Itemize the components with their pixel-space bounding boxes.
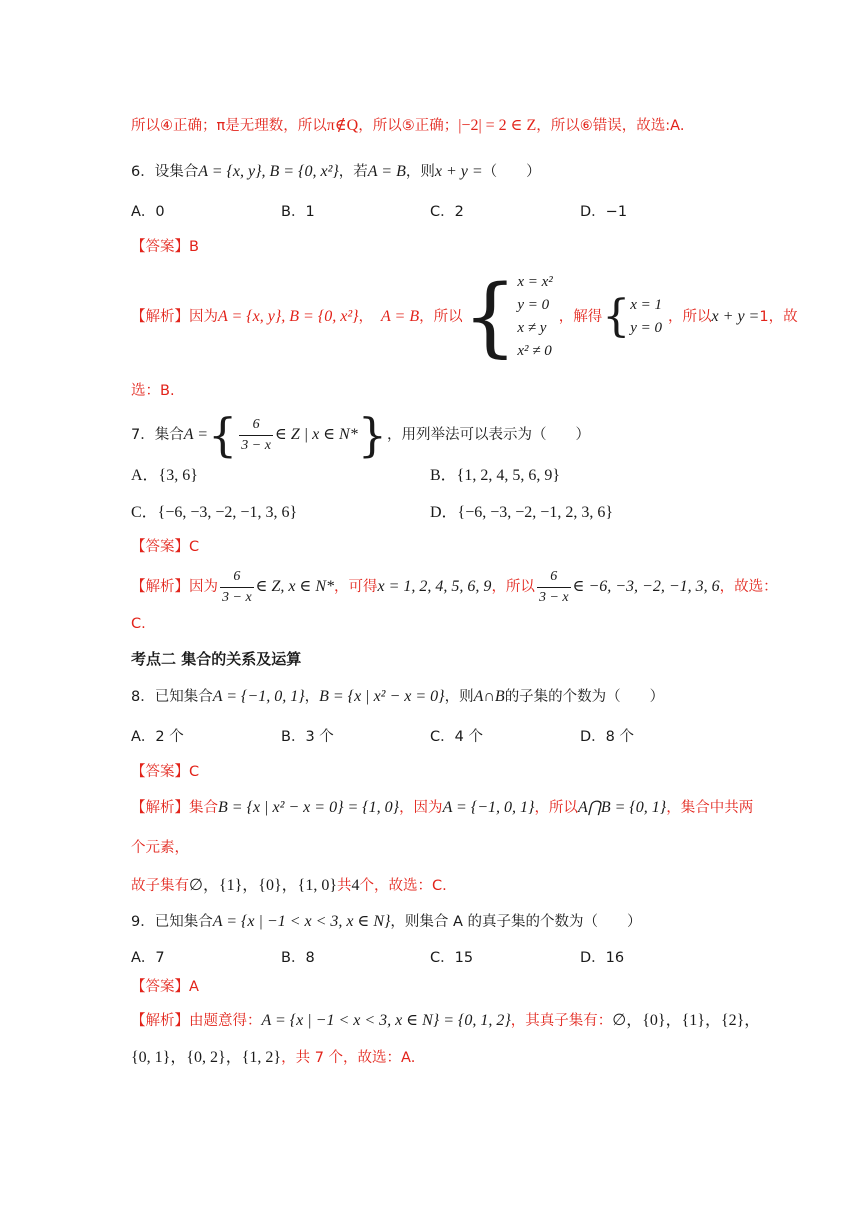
math: A = {−1, 0, 1} (212, 688, 305, 705)
math: ∅，{0}，{1}，{2}， (612, 1012, 761, 1029)
q8-stem (131, 687, 664, 707)
math: B = {x | x² − x = 0} = {1, 0} (218, 799, 400, 816)
text: ，共 7 个，故选：A. (281, 1050, 416, 1066)
equation: x ≠ y (517, 320, 547, 336)
math: B = {x | x² − x = 0} (319, 688, 445, 705)
text: 【解析】集合 (131, 800, 218, 816)
text: ，所以⑥错误，故选:A. (536, 118, 685, 134)
text: 所以④正确； (131, 118, 217, 134)
denominator: 3 − x (537, 587, 571, 608)
text: ，可得 (334, 579, 378, 595)
q6-option-d: D．−1 (580, 204, 628, 220)
text: ，所以 (668, 309, 712, 325)
text: ，解得 (558, 309, 603, 325)
math: ∅，{1}，{0}，{1, 0} (189, 877, 338, 894)
math: A = B (381, 308, 420, 325)
text: 6．设集合 (131, 164, 199, 180)
numerator: 6 (233, 568, 241, 584)
math: x = 1, 2, 4, 5, 6, 9 (377, 578, 492, 595)
q9-stem (131, 912, 642, 932)
text: 【解析】由题意得： (131, 1013, 262, 1029)
math: A = {x | −1 < x < 3, x ∈ N} (212, 913, 391, 930)
text: 共 (337, 878, 352, 894)
q8-option-d: D．8 个 (580, 729, 634, 745)
q7-explanation-cont: C. (131, 616, 146, 632)
equation: y = 0 (630, 320, 663, 336)
numerator: 6 (550, 568, 558, 584)
math: 4 (351, 877, 360, 894)
math: A = {x | −1 < x < 3, x ∈ N} = {0, 1, 2} (261, 1012, 511, 1029)
prev-solution-line (131, 116, 684, 136)
math: x + y = (711, 308, 760, 325)
text: ，因为 (399, 800, 443, 816)
denominator: 3 − x (239, 435, 273, 456)
denominator: 3 − x (220, 587, 254, 608)
q8-explanation-cont: 个元素， (131, 840, 189, 856)
text: 9．已知集合 (131, 914, 213, 930)
q6-explanation-cont: 选：B. (131, 383, 175, 399)
brace: { (462, 267, 518, 367)
math: A = (183, 426, 209, 443)
math: A⋂B = {0, 1} (577, 799, 667, 816)
text: ，所以 (419, 309, 463, 325)
math: A∩B (473, 688, 505, 705)
text: 【解析】因为 (131, 579, 218, 595)
equation: x = 1 (630, 297, 663, 313)
fraction (537, 567, 571, 608)
text: ，用列举法可以表示为（ ） (387, 427, 591, 443)
q7-option-b: B．{1, 2, 4, 5, 6, 9} (430, 467, 561, 484)
brace: } (357, 408, 388, 462)
math: A = {−1, 0, 1} (442, 799, 535, 816)
math: A = {x, y}, B = {0, x²} (218, 308, 359, 325)
text: 【解析】因为 (131, 309, 218, 325)
text: 7．集合 (131, 427, 184, 443)
q6-answer: 【答案】B (131, 239, 199, 255)
text: ，则 (444, 689, 474, 705)
q9-option-c: C．15 (430, 950, 474, 966)
q6-explanation (131, 267, 798, 367)
q8-option-b: B．3 个 (281, 729, 334, 745)
text: ，则 (405, 164, 435, 180)
text: ，则集合 A 的真子集的个数为（ ） (390, 914, 642, 930)
q7-answer: 【答案】C (131, 539, 200, 555)
text: 1，故 (759, 309, 798, 325)
brace: { (602, 291, 631, 342)
q8-option-c: C．4 个 (430, 729, 483, 745)
q8-option-a: A．2 个 (131, 729, 184, 745)
text: ，其真子集有： (510, 1013, 613, 1029)
text: ，所以⑤正确； (358, 118, 459, 134)
text: ，故选： (719, 579, 778, 595)
equation: y = 0 (517, 297, 550, 313)
math: A = {x, y}, B = {0, x²} (198, 163, 339, 180)
fraction (220, 567, 254, 608)
math: ∈ Z, x ∈ N* (255, 578, 335, 595)
text: ， (358, 309, 374, 325)
q6-option-c: C．2 (430, 204, 464, 220)
math: ∈ Z | x ∈ N* (274, 426, 358, 443)
q8-answer: 【答案】C (131, 764, 200, 780)
math: π∉Q (326, 117, 359, 134)
text: 故子集有 (131, 878, 189, 894)
math: ∈ −6, −3, −2, −1, 3, 6 (572, 578, 720, 595)
text: ，所以 (534, 800, 578, 816)
text: ，若 (338, 164, 368, 180)
numerator: 6 (252, 416, 260, 432)
q9-answer: 【答案】A (131, 979, 199, 995)
equation: x = x² (517, 274, 553, 290)
q7-stem (131, 408, 591, 462)
text: ，集合中共两 (666, 800, 754, 816)
section-heading: 考点二 集合的关系及运算 (131, 650, 302, 668)
q7-option-c: C．{−6, −3, −2, −1, 3, 6} (131, 504, 298, 521)
text: ，所以 (491, 579, 535, 595)
equation: x² ≠ 0 (517, 343, 552, 359)
system-of-equations (517, 271, 552, 363)
text: ， (304, 689, 320, 705)
math: |−2| = 2 ∈ Z (458, 117, 537, 134)
q7-option-d: D．{−6, −3, −2, −1, 2, 3, 6} (430, 504, 614, 521)
q8-explanation-line3 (131, 876, 447, 896)
q9-option-b: B．8 (281, 950, 315, 966)
q7-explanation (131, 566, 778, 608)
text: 个，故选：C. (359, 878, 447, 894)
q6-option-b: B．1 (281, 204, 315, 220)
q9-option-a: A．7 (131, 950, 165, 966)
q9-explanation (131, 1011, 760, 1031)
math: A = B (367, 163, 406, 180)
math: {0, 1}，{0, 2}，{1, 2} (131, 1049, 282, 1066)
q6-option-a: A．0 (131, 204, 165, 220)
text: 8．已知集合 (131, 689, 213, 705)
brace: { (208, 408, 238, 462)
text: （ ） (482, 164, 541, 180)
q6-stem (131, 162, 541, 182)
q9-option-d: D．16 (580, 950, 625, 966)
text: 的子集的个数为（ ） (504, 689, 665, 705)
solution-system (630, 294, 662, 340)
math: x + y = (434, 163, 483, 180)
q8-explanation (131, 798, 753, 818)
q9-explanation-cont (131, 1048, 415, 1068)
text: π是无理数，所以 (216, 118, 327, 134)
fraction (239, 415, 273, 456)
q7-option-a: A．{3, 6} (131, 467, 198, 484)
